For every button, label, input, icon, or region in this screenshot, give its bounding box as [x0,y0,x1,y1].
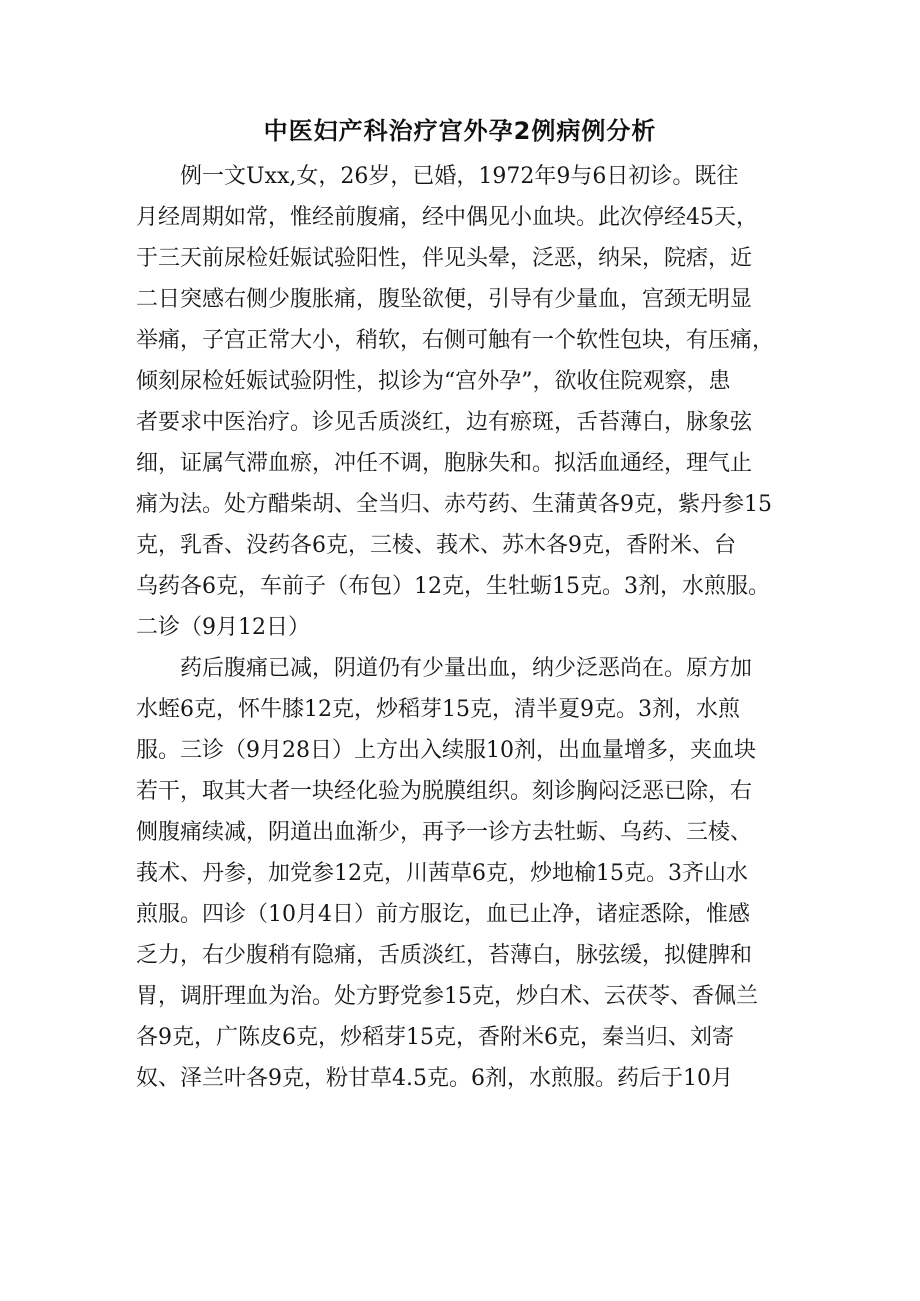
text-line: 若干，取其大者一块经化验为脱膜组织。刻诊胸闷泛恶已除，右 [136,779,753,804]
text-line: 克，乳香、没药各6克，三棱、莪术、苏木各9克，香附米、台 [136,533,736,558]
text-line: 细，证属气滞血瘀，冲任不调，胞脉失和。拟活血通经，理气止 [136,451,753,476]
text-line: 水蛭6克，怀牛膝12克，炒稻芽15克，清半夏9克。3剂，水煎 [136,697,740,722]
text-line: 乏力，右少腹稍有隐痛，舌质淡红，苔薄白，脉弦缓，拟健脾和 [136,943,753,968]
text-line: 例一文Uxx,女，26岁，已婚，1972年9与6日初诊。既往 [136,164,739,189]
text-line: 各9克，广陈皮6克，炒稻芽15克，香附米6克，秦当归、刘寄 [136,1025,734,1050]
text-line: 服。三诊（9月28日）上方出入续服10剂，出血量增多，夹血块 [136,738,756,763]
text-line: 举痛，子宫正常大小，稍软，右侧可触有一个软性包块，有压痛， [136,328,775,353]
text-line: 侧腹痛续减，阴道出血渐少，再予一诊方去牡蛎、乌药、三棱、 [136,820,753,845]
text-line: 煎服。四诊（10月4日）前方服讫，血已止净，诸症悉除，惟感 [136,902,750,927]
text-line: 莪术、丹参，加党参12克，川茜草6克，炒地榆15克。3齐山水 [136,861,748,886]
text-line: 痛为法。处方醋柴胡、全当归、赤芍药、生蒲黄各9克，紫丹参15 [136,492,772,517]
text-line: 于三天前尿检妊娠试验阳性，伴见头晕，泛恶，纳呆，院痞，近 [136,246,753,271]
paragraph-case-one [136,156,796,648]
text-line: 二日突感右侧少腹胀痛，腹坠欲便，引导有少量血，宫颈无明显 [136,287,753,312]
text-line: 二诊（9月12日） [136,615,310,640]
paragraph-follow-up [136,648,796,1099]
text-line: 乌药各6克，车前子（布包）12克，生牡蛎15克。3剂，水煎服。 [136,574,770,599]
text-line: 月经周期如常，惟经前腹痛，经中偶见小血块。此次停经45天， [136,205,758,230]
document-title: 中医妇产科治疗宫外孕2例病例分析 [263,117,657,145]
text-line: 药后腹痛已减，阴道仍有少量出血，纳少泛恶尚在。原方加 [136,656,753,681]
text-line: 倾刻尿检妊娠试验阴性，拟诊为“宫外孕”，欲收住院观察，患 [136,369,731,394]
text-line: 胃，调肝理血为治。处方野党参15克，炒白术、云茯苓、香佩兰 [136,984,758,1009]
text-line: 者要求中医治疗。诊见舌质淡红，边有瘀斑，舌苔薄白，脉象弦 [136,410,753,435]
text-line: 奴、泽兰叶各9克，粉甘草4.5克。6剂，水煎服。药后于10月 [136,1066,733,1091]
